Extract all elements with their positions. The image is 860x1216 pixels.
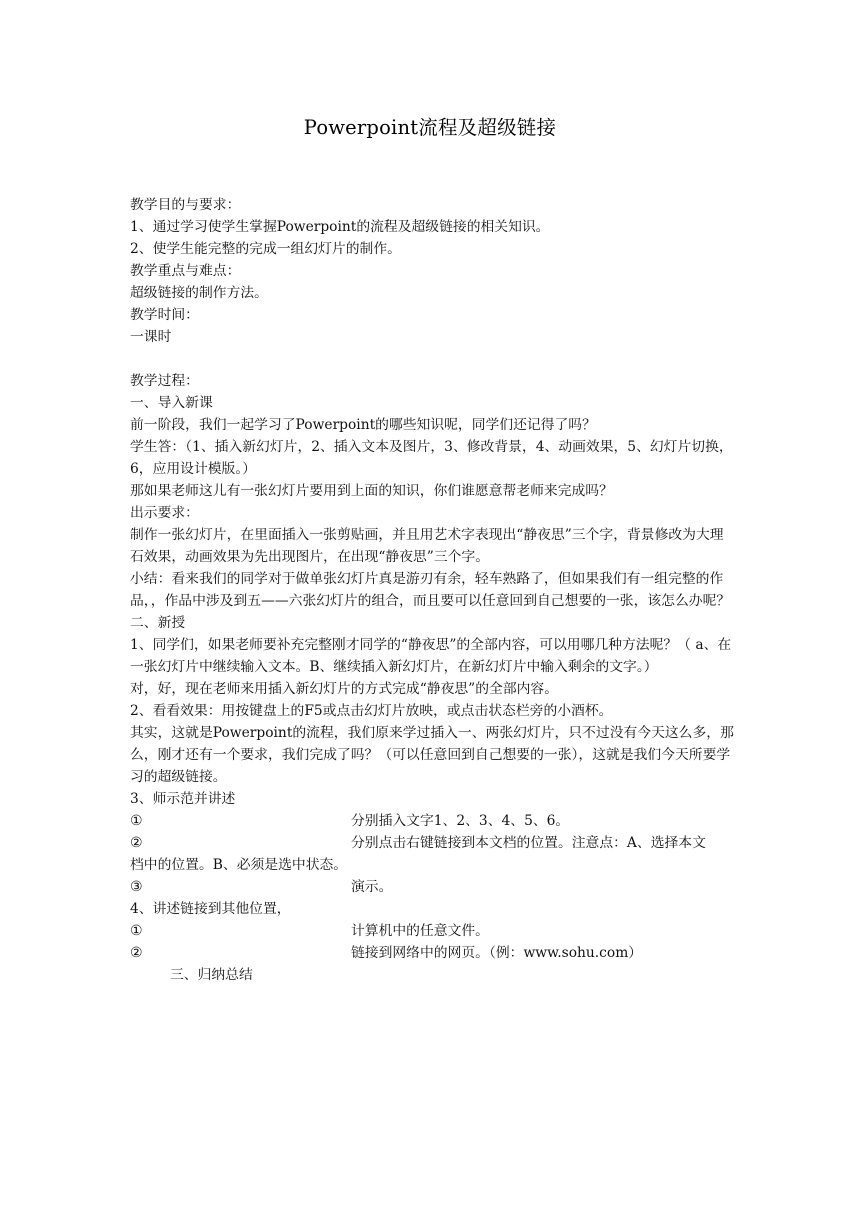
blank-line xyxy=(130,348,734,370)
time-text: 一课时 xyxy=(130,329,172,345)
step-text: 分别插入文字1、2、3、4、5、6。 xyxy=(351,813,570,829)
paragraph: 制作一张幻灯片，在里面插入一张剪贴画，并且用艺术字表现出“静夜思”三个字，背景修改为大理石效果，动画效果为先出现图片，在出现“静夜思”三个字。 xyxy=(130,527,724,565)
paragraph: 1、同学们，如果老师要补充完整刚才同学的“静夜思”的全部内容，可以用哪几种方法呢？（ a、在一张幻灯片中继续输入文本。B、继续插入新幻灯片，在新幻灯片中输入剩余的文字。） xyxy=(130,637,732,675)
document-title: Powerpoint流程及超级链接 xyxy=(303,116,557,139)
step-number: ① xyxy=(130,813,143,829)
step-number: ② xyxy=(130,835,143,851)
paragraph: 出示要求： xyxy=(130,505,199,521)
step-row xyxy=(130,810,734,832)
step-row xyxy=(130,876,734,898)
step-text: 链接到网络中的网页。（例：www.sohu.com） xyxy=(351,945,643,961)
paragraph: 前一阶段，我们一起学习了Powerpoint的哪些知识呢，同学们还记得了吗？ xyxy=(130,417,596,433)
objective-2: 2、使学生能完整的完成一组幻灯片的制作。 xyxy=(130,241,401,257)
step-number: ③ xyxy=(130,879,143,895)
heading-time: 教学时间： xyxy=(130,307,199,323)
step-text: 计算机中的任意文件。 xyxy=(351,923,489,939)
paragraph: 其实，这就是Powerpoint的流程，我们原来学过插入一、两张幻灯片，只不过没有今天这么多，那么，刚才还有一个要求，我们完成了吗？（可以任意回到自己想要的一张），这就是我们今天所要学习的超级链接。 xyxy=(130,725,734,785)
key-points-text: 超级链接的制作方法。 xyxy=(130,285,268,301)
step-row xyxy=(130,942,734,964)
paragraph: 3、师示范并讲述 xyxy=(130,791,236,807)
section-new-lesson: 二、新授 xyxy=(130,615,186,631)
step-continuation: 档中的位置。B、必须是选中状态。 xyxy=(130,857,348,873)
paragraph: 小结：看来我们的同学对于做单张幻灯片真是游刃有余，轻车熟路了，但如果我们有一组完整的作品，，作品中涉及到五——六张幻灯片的组合，而且要可以任意回到自己想要的一张，该怎么办呢？ xyxy=(130,571,731,609)
paragraph: 4、讲述链接到其他位置， xyxy=(130,901,291,917)
heading-key-points: 教学重点与难点： xyxy=(130,263,241,279)
paragraph: 那如果老师这儿有一张幻灯片要用到上面的知识，你们谁愿意帮老师来完成吗？ xyxy=(130,483,613,499)
heading-process: 教学过程： xyxy=(130,373,199,389)
step-text: 分别点击右键链接到本文档的位置。注意点：A、选择本文 xyxy=(351,835,706,851)
objective-1: 1、通过学习使学生掌握Powerpoint的流程及超级链接的相关知识。 xyxy=(130,219,550,235)
paragraph: 对，好，现在老师来用插入新幻灯片的方式完成“静夜思”的全部内容。 xyxy=(130,681,559,697)
section-summary: 三、归纳总结 xyxy=(170,967,253,983)
step-text: 演示。 xyxy=(351,879,393,895)
step-row xyxy=(130,920,734,942)
document-body xyxy=(130,194,734,986)
paragraph: 学生答：（1、插入新幻灯片，2、插入文本及图片，3、修改背景，4、动画效果，5、幻灯片切换，6，应用设计模版。） xyxy=(130,439,733,477)
step-number: ② xyxy=(130,945,143,961)
step-row xyxy=(130,832,734,854)
step-number: ① xyxy=(130,923,143,939)
heading-objectives: 教学目的与要求： xyxy=(130,197,241,213)
section-intro: 一、导入新课 xyxy=(130,395,213,411)
paragraph: 2、看看效果：用按键盘上的F5或点击幻灯片放映，或点击状态栏旁的小酒杯。 xyxy=(130,703,613,719)
